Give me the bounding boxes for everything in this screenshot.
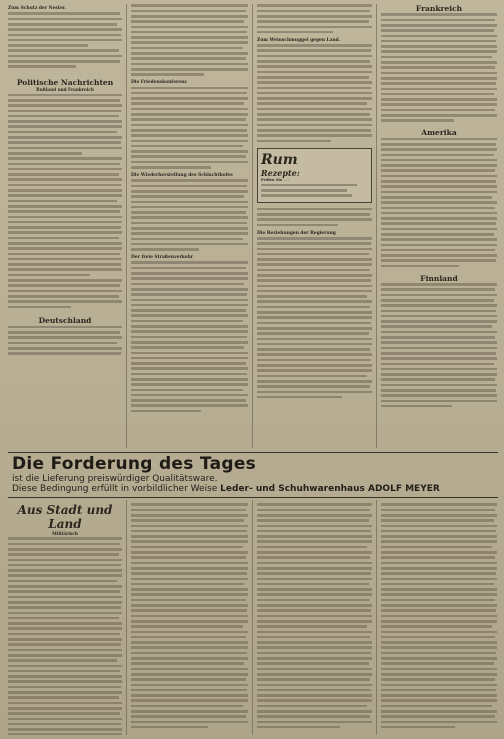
text-line [8,563,122,568]
column-rule [252,4,253,448]
text-line [381,264,497,269]
text-line [8,167,122,172]
text-line [261,194,368,199]
section-subheading: Rußland und Frankreich [36,87,94,93]
text-line [257,561,372,566]
article-heading: Die Friedenskonferenz [131,80,187,86]
text-line [257,529,372,534]
text-line [8,595,122,600]
text-line [131,62,248,67]
section-heading: Frankreich [415,4,463,13]
text-line [8,325,122,330]
text-line [257,395,372,400]
bottom-column-1 [8,503,122,735]
text-line [257,70,372,75]
text-line [131,91,248,96]
text-line [381,508,497,513]
text-line [381,190,497,195]
text-line [381,227,497,232]
text-line [131,282,248,287]
text-line [8,130,122,135]
text-line [381,174,497,179]
text-line [381,529,497,534]
text-line [257,688,372,693]
text-line [257,268,372,273]
text-line [131,393,248,398]
text-line [8,17,122,22]
text-line [257,508,372,513]
section-heading: Deutschland [38,316,92,326]
text-line [131,561,248,566]
article-heading: Zum Weinschmuggel gegen Land. [257,37,341,43]
text-line [131,508,248,513]
text-line [381,346,497,351]
text-line [131,598,248,603]
text-line [131,356,248,361]
column-4 [381,4,497,448]
text-line [8,257,122,262]
text-line [257,374,372,379]
column-rule [376,500,377,735]
banner-line-1: ist die Lieferung preiswürdiger Qualitätsware. [12,474,218,484]
text-line [131,107,248,112]
bottom-column-4 [381,503,497,735]
text-line [8,632,122,637]
text-line [257,54,372,59]
banner-line-2-text: Diese Bedingung erfüllt in vorbildlicher Weise [12,484,221,494]
text-line [8,701,122,706]
text-line [8,199,122,204]
text-line [8,65,122,70]
ad-title: Rum [261,152,298,169]
column-rule [376,4,377,448]
text-line [131,529,248,534]
text-line [381,561,497,566]
banner-title: Die Forderung des Tages [12,454,257,474]
text-line [8,352,122,357]
text-line [257,704,372,709]
text-line [131,166,248,171]
text-line [131,266,248,271]
text-line [8,669,122,674]
text-line [8,114,122,119]
text-line [381,314,497,319]
text-line [257,582,372,587]
text-line [381,404,497,409]
text-line [131,30,248,35]
text-line [257,139,372,144]
text-line [8,183,122,188]
text-line [131,184,248,189]
text-line [257,123,372,128]
article-heading: Die Wiederherstellung des Schlachthofes [131,172,233,178]
text-line [257,614,372,619]
column-1 [8,4,122,448]
section-heading: Aus Stadt und Land [17,503,113,531]
text-line [131,335,248,340]
text-line [381,211,497,216]
text-line [257,91,372,96]
bottom-column-3 [257,503,372,735]
text-line [131,704,248,709]
text-line [257,598,372,603]
text-line [131,248,248,253]
text-line [257,545,372,550]
text-line [381,108,497,113]
text-line [131,545,248,550]
section-subheading: Militärisch [52,531,78,536]
article-heading: Der freie Straßenverkehr [131,255,194,261]
text-line [257,651,372,656]
text-line [8,305,122,310]
text-line [131,160,248,165]
text-line [381,688,497,693]
text-line [257,252,372,257]
text-line [381,92,497,97]
text-line [8,648,122,653]
text-line [381,248,497,253]
text-line [257,30,372,35]
rum-advertisement [257,148,372,203]
text-line [381,725,497,730]
column-2 [131,4,248,448]
text-line [131,651,248,656]
text-line [131,242,248,247]
banner-line-2 [12,484,440,495]
text-line [381,39,497,44]
section-heading: Amerika [421,128,457,138]
text-line [381,158,497,163]
text-line [381,71,497,76]
text-line [8,733,122,735]
text-line [8,542,122,547]
text-line [381,598,497,603]
text-line [8,220,122,225]
ad-subtitle: Rezepte: [261,168,300,179]
bottom-column-2 [131,503,248,735]
text-line [257,358,372,363]
text-line [257,321,372,326]
text-line [131,319,248,324]
text-line [381,119,497,124]
text-line [8,93,122,98]
text-line [257,725,372,730]
column-3 [257,4,372,448]
text-line [257,635,372,640]
banner-store-name: Leder- und Schuhwarenhaus ADOLF MEYER [220,484,440,494]
text-line [257,107,372,112]
text-line [8,685,122,690]
text-line [8,722,122,727]
text-line [131,205,248,210]
text-line [131,9,248,14]
text-line [131,303,248,308]
text-line [8,146,122,151]
text-line [381,545,497,550]
text-line [381,614,497,619]
text-line [8,38,122,43]
section-heading: Politische Nachrichten [16,78,114,88]
ad-line: Prüfen Sie . . . [261,178,290,183]
shoe-store-banner-ad [8,452,498,498]
text-line [131,123,248,128]
text-line [8,579,122,584]
section-heading: Finnland [420,273,458,283]
column-rule [126,4,127,448]
text-line [381,137,497,142]
text-line [381,55,497,60]
text-line [257,289,372,294]
article-heading: Die Beziehungen der Regierung [257,230,336,236]
text-line [381,367,497,372]
column-rule [252,500,253,735]
text-line [257,305,372,310]
text-line [381,383,497,388]
text-line [131,725,248,730]
text-line [131,688,248,693]
text-line [131,46,248,51]
text-line [257,207,372,212]
text-line [8,236,122,241]
text-line [8,54,122,59]
text-line [257,9,372,14]
text-line [8,616,122,621]
column-rule [126,500,127,735]
text-line [131,73,248,78]
text-line [381,330,497,335]
text-line [131,409,248,414]
text-line [131,635,248,640]
text-line [131,667,248,672]
text-line [257,223,372,228]
text-line [131,144,248,149]
text-line [131,614,248,619]
text-line [131,221,248,226]
text-line [381,582,497,587]
text-line [257,342,372,347]
text-line [381,293,497,298]
text-line [381,18,497,23]
text-line [381,635,497,640]
text-line [257,667,372,672]
article-heading: Zum Schutz der Nester. [8,6,67,11]
text-line [8,341,122,346]
text-line [261,183,368,188]
text-line [381,704,497,709]
text-line [8,289,122,294]
text-line [131,582,248,587]
text-line [131,372,248,377]
text-line [381,667,497,672]
text-line [381,651,497,656]
